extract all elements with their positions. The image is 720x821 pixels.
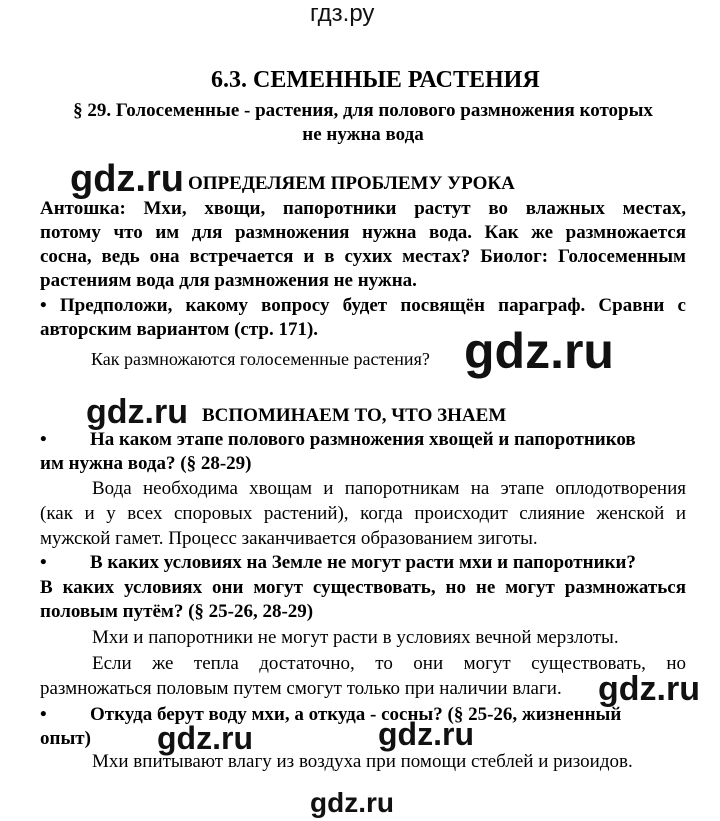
watermark-gdz: gdz.ru xyxy=(70,158,184,200)
paragraph-title-line2: не нужна вода xyxy=(302,124,424,145)
bullet: • xyxy=(40,429,47,450)
answer-text: Как размножаются голосеменные растения? xyxy=(91,349,430,369)
chapter-title: 6.3. СЕМЕННЫЕ РАСТЕНИЯ xyxy=(211,67,540,93)
bullet: • xyxy=(40,704,47,725)
watermark-gdz: gdz.ru xyxy=(157,720,253,756)
answer-line: Мхи впитывают влагу из воздуха при помощи стеблей и ризоидов. xyxy=(92,751,633,772)
watermark-gdz-bottom: gdz.ru xyxy=(310,787,394,818)
watermark-gdz: gdz.ru xyxy=(86,393,188,431)
text-line: растениям вода для размножения не нужна. xyxy=(40,270,417,291)
watermark-gdz: gdz.ru xyxy=(598,670,700,708)
answer-line: Вода необходима хвощам и папоротникам на этапе оплодотворения xyxy=(92,478,686,499)
answer-line: Мхи и папоротники не могут расти в условиях вечной мерзлоты. xyxy=(92,627,619,648)
task-line: авторским вариантом (стр. 171). xyxy=(40,319,319,340)
watermark-gdz: gdz.ru xyxy=(464,323,614,379)
watermark-gdz: gdz.ru xyxy=(378,716,474,752)
question-text: В каких условиях на Земле не могут расти мхи и папоротники? xyxy=(90,552,636,573)
answer-line: (как и у всех споровых растений), когда происходит слияние женской и xyxy=(40,503,686,524)
paragraph-title-line1: § 29. Голосеменные - растения, для полового размножения которых xyxy=(73,100,653,121)
question-text: им нужна вода? (§ 28-29) xyxy=(40,453,252,474)
question-text: В каких условиях они могут существовать, но не могут размножаться xyxy=(40,577,686,598)
question-text: На каком этапе полового размножения хвощей и папоротников xyxy=(90,429,636,450)
question-text: половым путём? (§ 25-26, 28-29) xyxy=(40,601,314,622)
answer-line: размножаться половым путем смогут только при наличии влаги. xyxy=(40,678,562,699)
text-line: потому что им для размножения нужна вода. Как же размножается xyxy=(40,222,686,243)
text-line: Антошка: Мхи, хвощи, папоротники растут во влажных местах, xyxy=(40,198,686,219)
text-line: сосна, ведь она встречается и в сухих местах? Биолог: Голосеменным xyxy=(40,246,686,267)
task-line: • Предположи, какому вопросу будет посвящён параграф. Сравни с xyxy=(40,295,686,316)
question-text: Откуда берут воду мхи, а откуда - сосны? (§ 25-26, жизненный xyxy=(90,704,622,725)
section-title-problem: ОПРЕДЕЛЯЕМ ПРОБЛЕМУ УРОКА xyxy=(188,173,515,194)
question-text: опыт) xyxy=(40,728,91,749)
watermark-top: гдз.ру xyxy=(310,0,375,27)
answer-line: Если же тепла достаточно, то они могут существовать, но xyxy=(92,653,686,674)
answer-line: мужской гамет. Процесс заканчивается образованием зиготы. xyxy=(40,528,538,549)
section-title-recall: ВСПОМИНАЕМ ТО, ЧТО ЗНАЕМ xyxy=(202,405,507,426)
bullet: • xyxy=(40,552,47,573)
